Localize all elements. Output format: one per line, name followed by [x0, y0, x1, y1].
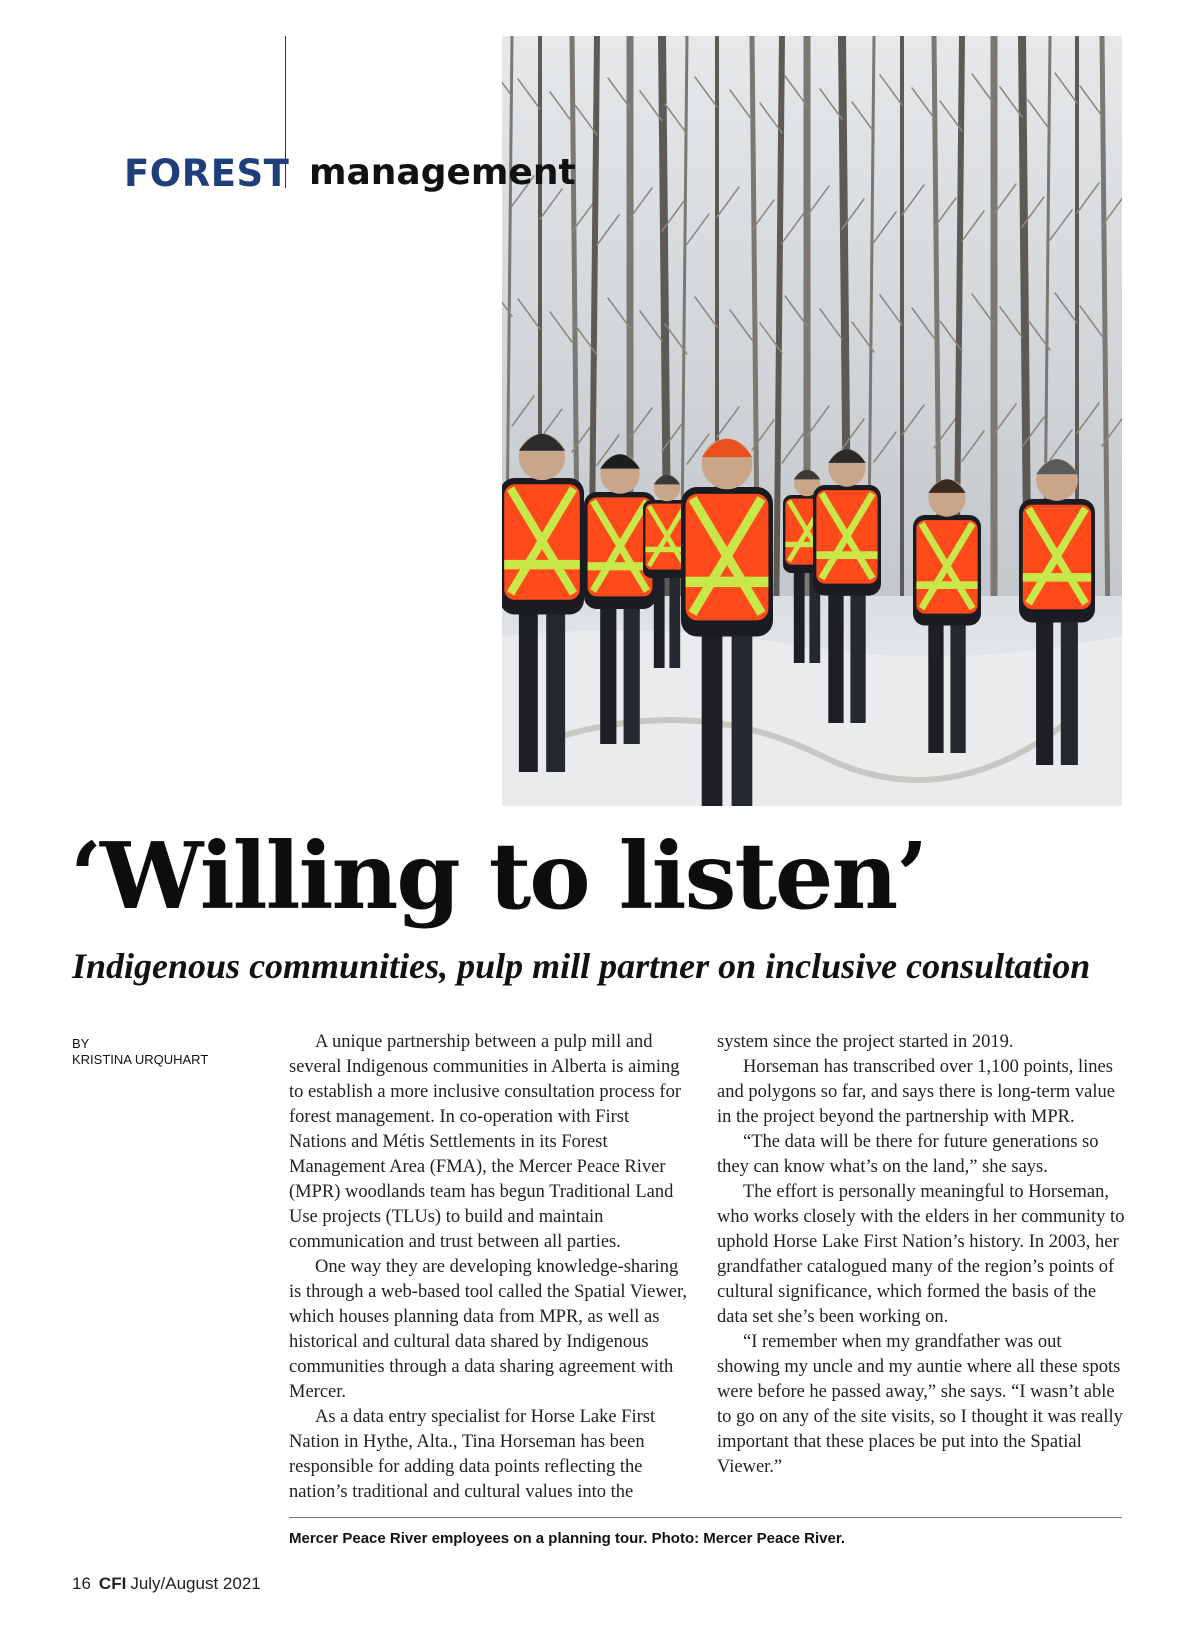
magazine-name: CFI	[98, 1574, 127, 1593]
byline-label: BY	[72, 1036, 90, 1051]
photo-people-in-safety-vests-snowy-forest	[502, 36, 1122, 806]
page-footer	[72, 1574, 261, 1594]
section-label-forest: FOREST	[124, 152, 290, 195]
byline-author: KRISTINA URQUHART	[72, 1052, 209, 1067]
paragraph: A unique partnership between a pulp mill and several Indigenous communities in Alberta is aiming to establish a more inclusive consultation process for forest management. In co-operation with First Nations and Métis Settlements in its Forest Management Area (FMA), the Mercer Peace River (MPR) woodlands team has begun Traditional Land Use projects (TLUs) to build and maintain communication and trust between all parties.	[289, 1032, 682, 1252]
paragraph-continued: system since the project started in 2019.	[717, 1032, 1014, 1052]
headline: ‘Willing to listen’	[70, 822, 927, 930]
paragraph: The effort is personally meaningful to Horseman, who works closely with the elders in her community to uphold Horse Lake First Nation’s history. In 2003, her grandfather catalogued many of the region’s points of cultural significance, which formed the basis of the data set she’s been working on.	[717, 1182, 1125, 1327]
body-column-1	[289, 1030, 687, 1505]
paragraph: Horseman has transcribed over 1,100 points, lines and polygons so far, and says there is long-term value in the project beyond the partnership with MPR.	[717, 1057, 1115, 1127]
caption-rule	[289, 1517, 1122, 1518]
article-photo	[502, 36, 1122, 806]
deck-subtitle: Indigenous communities, pulp mill partner on inclusive consultation	[72, 946, 1091, 986]
section-label-management: management	[309, 152, 576, 193]
page-number: 16	[72, 1574, 91, 1593]
paragraph: As a data entry specialist for Horse Lake First Nation in Hythe, Alta., Tina Horseman has been responsible for adding data points reflecting the nation’s traditional and cultural values into the	[289, 1407, 656, 1502]
byline	[72, 1036, 208, 1068]
paragraph: “The data will be there for future generations so they can know what’s on the land,” she says.	[717, 1132, 1099, 1177]
photo-caption: Mercer Peace River employees on a planning tour. Photo: Mercer Peace River.	[289, 1530, 846, 1547]
issue-date: July/August 2021	[130, 1574, 261, 1593]
paragraph: “I remember when my grandfather was out showing my uncle and my auntie where all these spots were before he passed away,” she says. “I wasn’t able to go on any of the site visits, so I thought it was really important that these places be put into the Spatial Viewer.”	[717, 1332, 1123, 1477]
paragraph: One way they are developing knowledge-sharing is through a web-based tool called the Spatial Viewer, which houses planning data from MPR, as well as historical and cultural data shared by Indigenous communities through a data sharing agreement with Mercer.	[289, 1257, 688, 1402]
body-column-2	[717, 1030, 1125, 1480]
